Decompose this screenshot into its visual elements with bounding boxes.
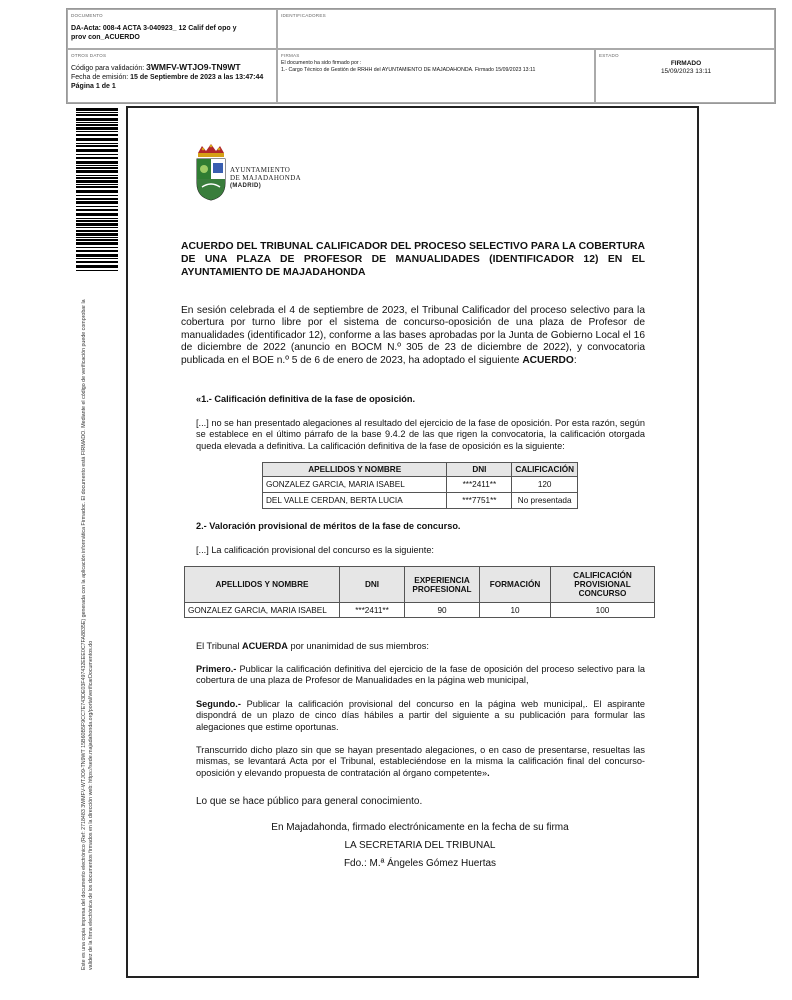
table-header: APELLIDOS Y NOMBRE xyxy=(263,463,447,477)
otros-datos-cell xyxy=(67,49,277,103)
pagina: Página 1 de 1 xyxy=(71,83,116,90)
codigo-line: Código para validación: 3WMFV-WTJO9-TN9WT xyxy=(71,62,241,72)
section1-text: [...] no se han presentado alegaciones al resultado del ejercicio de la fase de oposición. Por esta razón, según se establece en el último párrafo de la base 9.4.2 de las que rigen la convocatoria, la calificación otorgada queda elevada a definitiva. La calificación definitiva de la fase de oposición es la siguiente: xyxy=(196,418,645,451)
cell-dni: ***2411** xyxy=(447,477,512,493)
cell-experiencia: 90 xyxy=(405,603,480,618)
section2-text: [...] La calificación provisional del concurso es la siguiente: xyxy=(196,545,434,555)
documento-label: DOCUMENTO xyxy=(71,13,103,18)
table-concurso xyxy=(184,566,655,618)
cell-name: GONZALEZ GARCIA, MARIA ISABEL xyxy=(185,603,340,618)
table-row xyxy=(263,477,578,493)
table-header: EXPERIENCIA PROFESIONAL xyxy=(405,567,480,603)
identificadores-label: IDENTIFICADORES xyxy=(281,13,326,18)
table-row xyxy=(263,493,578,509)
primero-paragraph: Primero.- Publicar la calificación definitiva del ejercicio de la fase de oposición del proceso selectivo para la cobertura de una plaza de Profesor de Manualidades en la página web municipal, xyxy=(196,664,645,686)
verification-side-text: Este es una copia impresa del documento electrónico (Ref: 2718483 3WMFV-WTJO9-TN9WT 15B60B5F9CC7E743DE03F497432EEE0C7FA8835E) generada con la aplicación informática Firmadoc. El documento está FIRMADO. Mediante el código de verificación puede comprobar la validez de la firma electrónica de los documentos firmados en la dirección web: https://sede.majadahonda.org/portal/verificarDocumentos.do xyxy=(81,299,94,970)
firmas-cell xyxy=(277,49,595,103)
estado-date: 15/09/2023 13:11 xyxy=(660,68,712,75)
table-oposicion xyxy=(262,462,578,509)
table-header: CALIFICACIÓN xyxy=(512,463,578,477)
table-header: DNI xyxy=(447,463,512,477)
table-header: FORMACIÓN xyxy=(480,567,551,603)
cell-name: DEL VALLE CERDAN, BERTA LUCIA xyxy=(263,493,447,509)
segundo-paragraph: Segundo.- Publicar la calificación provisional del concurso en la página web municipal,. El aspirante dispondrá de un plazo de cinco días hábiles a partir del siguiente a su publicación para formular las alegaciones que estime oportunas. xyxy=(196,699,645,732)
table-header: CALIFICACIÓN PROVISIONAL CONCURSO xyxy=(551,567,655,603)
section2-heading: 2.- Valoración provisional de méritos de la fase de concurso. xyxy=(196,521,461,531)
document-header xyxy=(66,8,776,104)
fecha-emision: 15 de Septiembre de 2023 a las 13:47:44 xyxy=(130,74,264,81)
logo-text: AYUNTAMIENTO DE MAJADAHONDA (MADRID) xyxy=(230,166,302,189)
cell-calificacion: No presentada xyxy=(512,493,578,509)
intro-paragraph: En sesión celebrada el 4 de septiembre de 2023, el Tribunal Calificador del proceso selectivo para la cobertura por turno libre por el sistema de concurso-oposición de una plaza de Profesor de manualidades (identificador 12), conforme a las bases aprobadas por la Junta de Gobierno Local el 16 de diciembre de 2022 (anuncio en BOCM N.º 305 de 23 de diciembre de 2022), y convocatoria publicada en el BOE n.º 5 de 6 de enero de 2023, ha adoptado el siguiente ACUERDO: xyxy=(181,305,645,366)
table-header: DNI xyxy=(340,567,405,603)
firma-line3: Fdo.: M.ª Ángeles Gómez Huertas xyxy=(343,858,497,869)
identificadores-cell xyxy=(277,9,775,49)
firmas-label: FIRMAS xyxy=(281,53,300,58)
cell-dni: ***7751** xyxy=(447,493,512,509)
cell-name: GONZALEZ GARCIA, MARIA ISABEL xyxy=(263,477,447,493)
documento-value: DA-Acta: 008-4 ACTA 3-040923_ 12 Calif def opo y prov con_ACUERDO xyxy=(71,25,237,41)
firma-line1: En Majadahonda, firmado electrónicamente en la fecha de su firma xyxy=(271,822,569,833)
document-title: ACUERDO DEL TRIBUNAL CALIFICADOR DEL PROCESO SELECTIVO PARA LA COBERTURA DE UNA PLAZA DE PROFESOR DE MANUALIDADES (IDENTIFICADOR 12) EN EL AYUNTAMIENTO DE MAJADAHONDA xyxy=(181,241,645,278)
codigo-validacion[interactable]: 3WMFV-WTJO9-TN9WT xyxy=(146,62,241,72)
estado-cell xyxy=(595,49,775,103)
estado-value: FIRMADO xyxy=(670,60,702,67)
acuerda-line: El Tribunal ACUERDA por unanimidad de sus miembros: xyxy=(196,641,429,651)
cell-formacion: 10 xyxy=(480,603,551,618)
cell-calificacion: 100 xyxy=(551,603,655,618)
fecha-line: Fecha de emisión: 15 de Septiembre de 2023 a las 13:47:44 xyxy=(71,74,264,81)
cell-calificacion: 120 xyxy=(512,477,578,493)
estado-label: ESTADO xyxy=(599,53,619,58)
firma-line2: LA SECRETARIA DEL TRIBUNAL xyxy=(344,840,496,851)
documento-cell xyxy=(67,9,277,49)
table-row xyxy=(185,603,655,618)
section1-heading: «1.- Calificación definitiva de la fase de oposición. xyxy=(196,394,416,404)
coat-of-arms-icon xyxy=(194,143,228,201)
otros-datos-label: OTROS DATOS xyxy=(71,53,107,58)
cell-dni: ***2411** xyxy=(340,603,405,618)
transcurrido-paragraph: Transcurrido dicho plazo sin que se hayan presentado alegaciones, o en caso de presentarse, resueltas las mismas, se levantará Acta por el Tribunal, estableciéndose en la misma la calificación final del concurso-oposición y elevando propuesta de contratación al órgano competente». xyxy=(196,745,645,778)
publico-line: Lo que se hace público para general conocimiento. xyxy=(196,796,423,807)
firmas-line2: 1.- Cargo Técnico de Gestión de RRHH del AYUNTAMIENTO DE MAJADAHONDA. Firmado 15/09/2023 13:11 xyxy=(281,67,536,73)
table-header: APELLIDOS Y NOMBRE xyxy=(185,567,340,603)
barcode-image xyxy=(76,108,118,273)
firmas-line1: El documento ha sido firmado por : xyxy=(281,60,362,66)
